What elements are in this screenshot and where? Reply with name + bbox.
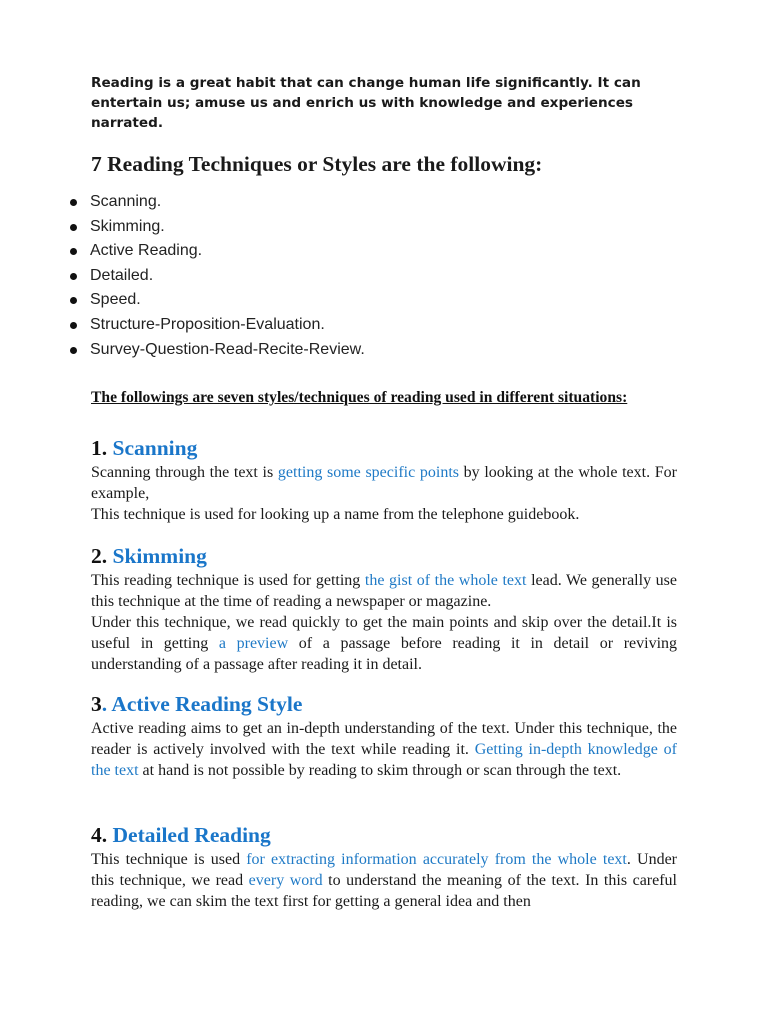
list-item: Survey-Question-Read-Recite-Review. [70, 338, 365, 363]
bullet-icon [70, 297, 77, 304]
section-detailed-reading [91, 821, 677, 912]
bullet-icon [70, 273, 77, 280]
highlighted-text: a preview [218, 635, 289, 652]
list-item: Structure-Proposition-Evaluation. [70, 313, 365, 338]
list-item: Speed. [70, 288, 365, 313]
list-item: Skimming. [70, 215, 365, 240]
section-title: 2. Skimming [91, 544, 207, 568]
section-title: 4. Detailed Reading [91, 823, 271, 847]
highlighted-text: the gist of the whole text [364, 572, 527, 589]
highlighted-text: getting some specific points [277, 464, 459, 481]
section-active-reading [91, 690, 677, 781]
bullet-icon [70, 248, 77, 255]
techniques-list [70, 190, 365, 362]
intro-paragraph: Reading is a great habit that can change human life significantly. It can entertain us; amuse us and enrich us with knowledge and experiences narrated. [91, 75, 641, 131]
styles-subheading: The followings are seven styles/techniques of reading used in different situations: [91, 389, 628, 406]
section-paragraph: Active reading aims to get an in-depth understanding of the text. Under this technique, the reader is actively involved with the text while reading it. Getting in-depth knowledge of the text at hand is not possible by reading to skim through or scan through the text. [91, 720, 677, 779]
section-paragraph: Scanning through the text is getting some specific points by looking at the whole text. For example, [91, 464, 677, 502]
bullet-icon [70, 224, 77, 231]
section-paragraph: Under this technique, we read quickly to get the main points and skip over the detail.It is useful in getting a preview of a passage before reading it in detail or reviving understanding of a passage after reading it in detail. [91, 614, 678, 673]
section-title: 3. Active Reading Style [91, 692, 303, 716]
section-paragraph: This reading technique is used for getting the gist of the whole text lead. We generally use this technique at the time of reading a newspaper or magazine. [91, 572, 677, 610]
section-paragraph: This technique is used for looking up a name from the telephone guidebook. [91, 506, 580, 523]
list-item: Detailed. [70, 264, 365, 289]
section-title: 1. Scanning [91, 436, 198, 460]
highlighted-text: for extracting information accurately from the whole text [246, 851, 627, 868]
bullet-icon [70, 199, 77, 206]
highlighted-text: every word [248, 872, 323, 889]
list-item: Active Reading. [70, 239, 365, 264]
section-scanning [91, 434, 677, 525]
list-item: Scanning. [70, 190, 365, 215]
bullet-icon [70, 322, 77, 329]
highlighted-text: Getting in-depth knowledge of the text [91, 741, 677, 779]
section-paragraph: This technique is used for extracting information accurately from the whole text. Under this technique, we read every word to understand the meaning of the text. In this careful reading, we can skim the text first for getting a general idea and then [91, 851, 678, 910]
techniques-heading: 7 Reading Techniques or Styles are the following: [91, 152, 543, 176]
section-skimming [91, 542, 677, 675]
bullet-icon [70, 347, 77, 354]
